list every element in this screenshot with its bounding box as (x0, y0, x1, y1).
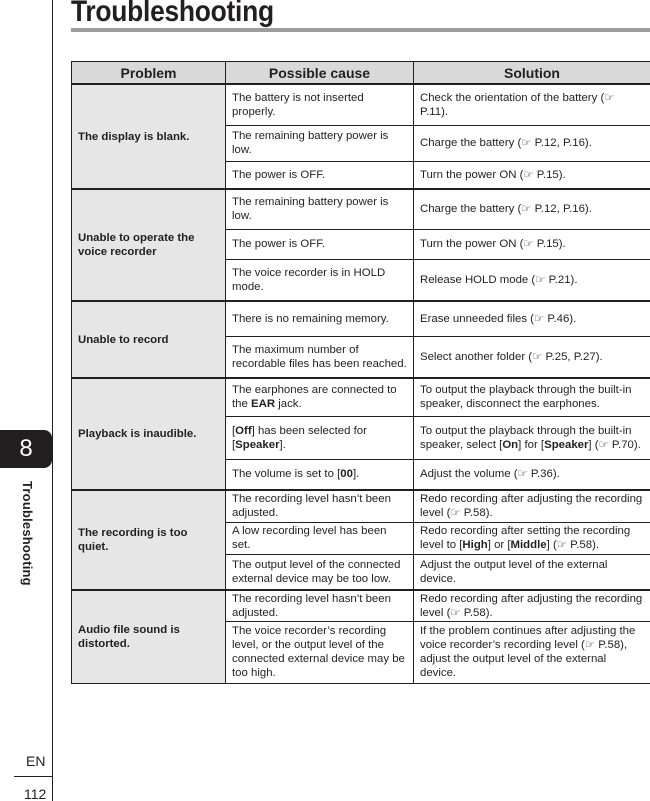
cause-cell (226, 301, 414, 336)
cause-cell (226, 522, 414, 554)
solution-cell (414, 229, 650, 259)
cause-cell (226, 621, 414, 683)
cause-cell (226, 416, 414, 459)
troubleshooting-table (71, 61, 650, 684)
solution-text: Turn the power ON (☞ P.15). (420, 238, 566, 250)
solution-text: ] for [ (518, 438, 545, 451)
cause-emphasis: Off (235, 424, 252, 437)
table-row (72, 590, 650, 621)
cause-text: The recording level hasn’t been adjusted. (232, 592, 391, 619)
solution-cell (414, 259, 650, 301)
solution-cell (414, 84, 650, 125)
solution-cell (414, 522, 650, 554)
solution-text: ] (☞ P.70). (588, 438, 641, 451)
table-row (72, 378, 650, 416)
cause-text: The remaining battery power is low. (232, 130, 389, 156)
table-row (72, 490, 650, 522)
solution-emphasis: On (502, 438, 519, 451)
cause-text: The power is OFF. (232, 168, 326, 181)
cause-text: The earphones are connected to the (232, 384, 397, 411)
cause-cell (226, 554, 414, 590)
cause-text: ]. (352, 468, 360, 481)
cause-emphasis: EAR (251, 398, 276, 411)
problem-cell: Audio file sound is distorted. (72, 590, 226, 683)
table-row (72, 189, 650, 229)
cause-text: The power is OFF. (232, 238, 326, 250)
solution-cell (414, 459, 650, 490)
table-row (72, 301, 650, 336)
cause-cell (226, 490, 414, 522)
cause-text: ] has been selected for [ (232, 424, 367, 451)
solution-emphasis: High (462, 539, 488, 551)
solution-text: To output the playback through the built-in speaker, select [ (420, 424, 632, 451)
solution-emphasis: Speaker (544, 438, 589, 451)
cause-cell (226, 189, 414, 229)
cause-cell (226, 229, 414, 259)
solution-text: If the problem continues after adjusting the voice recorder’s recording level (☞ P.58), adjust the output level of the external device. (420, 625, 636, 679)
language-code: EN (26, 753, 46, 769)
problem-cell: Playback is inaudible. (72, 378, 226, 490)
cause-text: The output level of the connected external device may be too low. (232, 558, 401, 585)
cause-cell (226, 259, 414, 301)
problem-cell: The display is blank. (72, 84, 226, 189)
cause-text: [ (232, 424, 236, 437)
header-solution: Solution (414, 62, 650, 85)
solution-cell (414, 125, 650, 161)
cause-text: The battery is not inserted properly. (232, 91, 364, 118)
cause-text: The voice recorder is in HOLD mode. (232, 266, 386, 293)
problem-cell: Unable to operate the voice recorder (72, 189, 226, 301)
title-underline (71, 28, 650, 32)
solution-cell (414, 416, 650, 459)
sidebar-divider (52, 0, 53, 801)
solution-text: Select another folder (☞ P.25, P.27). (420, 350, 603, 363)
solution-cell (414, 189, 650, 229)
cause-text: The volume is set to [ (232, 468, 341, 481)
solution-text: Adjust the output level of the external device. (420, 558, 608, 585)
cause-cell (226, 459, 414, 490)
solution-text: Turn the power ON (☞ P.15). (420, 168, 566, 181)
header-possible-cause: Possible cause (226, 62, 414, 85)
solution-text: Release HOLD mode (☞ P.21). (420, 273, 578, 286)
cause-cell (226, 84, 414, 125)
solution-cell (414, 590, 650, 621)
solution-text: Redo recording after setting the recording level to [ (420, 525, 631, 551)
solution-text: Charge the battery (☞ P.12, P.16). (420, 203, 592, 216)
cause-text: There is no remaining memory. (232, 312, 389, 325)
cause-text: A low recording level has been set. (232, 525, 387, 551)
solution-text: Redo recording after adjusting the recording level (☞ P.58). (420, 493, 643, 520)
page-title: Troubleshooting (71, 0, 274, 28)
problem-cell: Unable to record (72, 301, 226, 378)
table-body (72, 84, 650, 683)
cause-text: ]. (279, 438, 286, 451)
problem-cell: The recording is too quiet. (72, 490, 226, 590)
solution-text: Redo recording after adjusting the recording level (☞ P.58). (420, 592, 643, 619)
solution-text: To output the playback through the built-in speaker, disconnect the earphones. (420, 384, 632, 411)
cause-emphasis: Speaker (235, 438, 280, 451)
cause-text: The maximum number of recordable files has been reached. (232, 343, 407, 370)
solution-text: ] or [ (487, 539, 511, 551)
solution-cell (414, 621, 650, 683)
solution-text: Adjust the volume (☞ P.36). (420, 468, 560, 481)
solution-text: Erase unneeded files (☞ P.46). (420, 312, 577, 325)
solution-cell (414, 161, 650, 189)
header-problem: Problem (72, 62, 226, 85)
cause-cell (226, 125, 414, 161)
solution-cell (414, 490, 650, 522)
cause-cell (226, 590, 414, 621)
chapter-number-tab: 8 (0, 430, 52, 468)
solution-cell (414, 301, 650, 336)
solution-cell (414, 378, 650, 416)
solution-cell (414, 554, 650, 590)
cause-text: The recording level hasn’t been adjusted. (232, 493, 391, 520)
solution-cell (414, 336, 650, 378)
cause-text: jack. (275, 398, 302, 411)
solution-text: Charge the battery (☞ P.12, P.16). (420, 137, 592, 149)
cause-cell (226, 378, 414, 416)
cause-cell (226, 336, 414, 378)
cause-cell (226, 161, 414, 189)
cause-text: The remaining battery power is low. (232, 196, 389, 223)
cause-emphasis: 00 (340, 468, 353, 481)
table-header-row (72, 62, 650, 85)
solution-text: Check the orientation of the battery (☞ P.11). (420, 91, 615, 118)
solution-emphasis: Middle (510, 539, 547, 551)
cause-text: The voice recorder’s recording level, or the output level of the connected external device may be too high. (232, 625, 405, 679)
language-divider (14, 776, 52, 777)
chapter-label-text: Troubleshooting (20, 481, 35, 586)
table-row (72, 84, 650, 125)
solution-text: ] (☞ P.58). (546, 539, 600, 551)
page-number: 112 (24, 786, 47, 801)
